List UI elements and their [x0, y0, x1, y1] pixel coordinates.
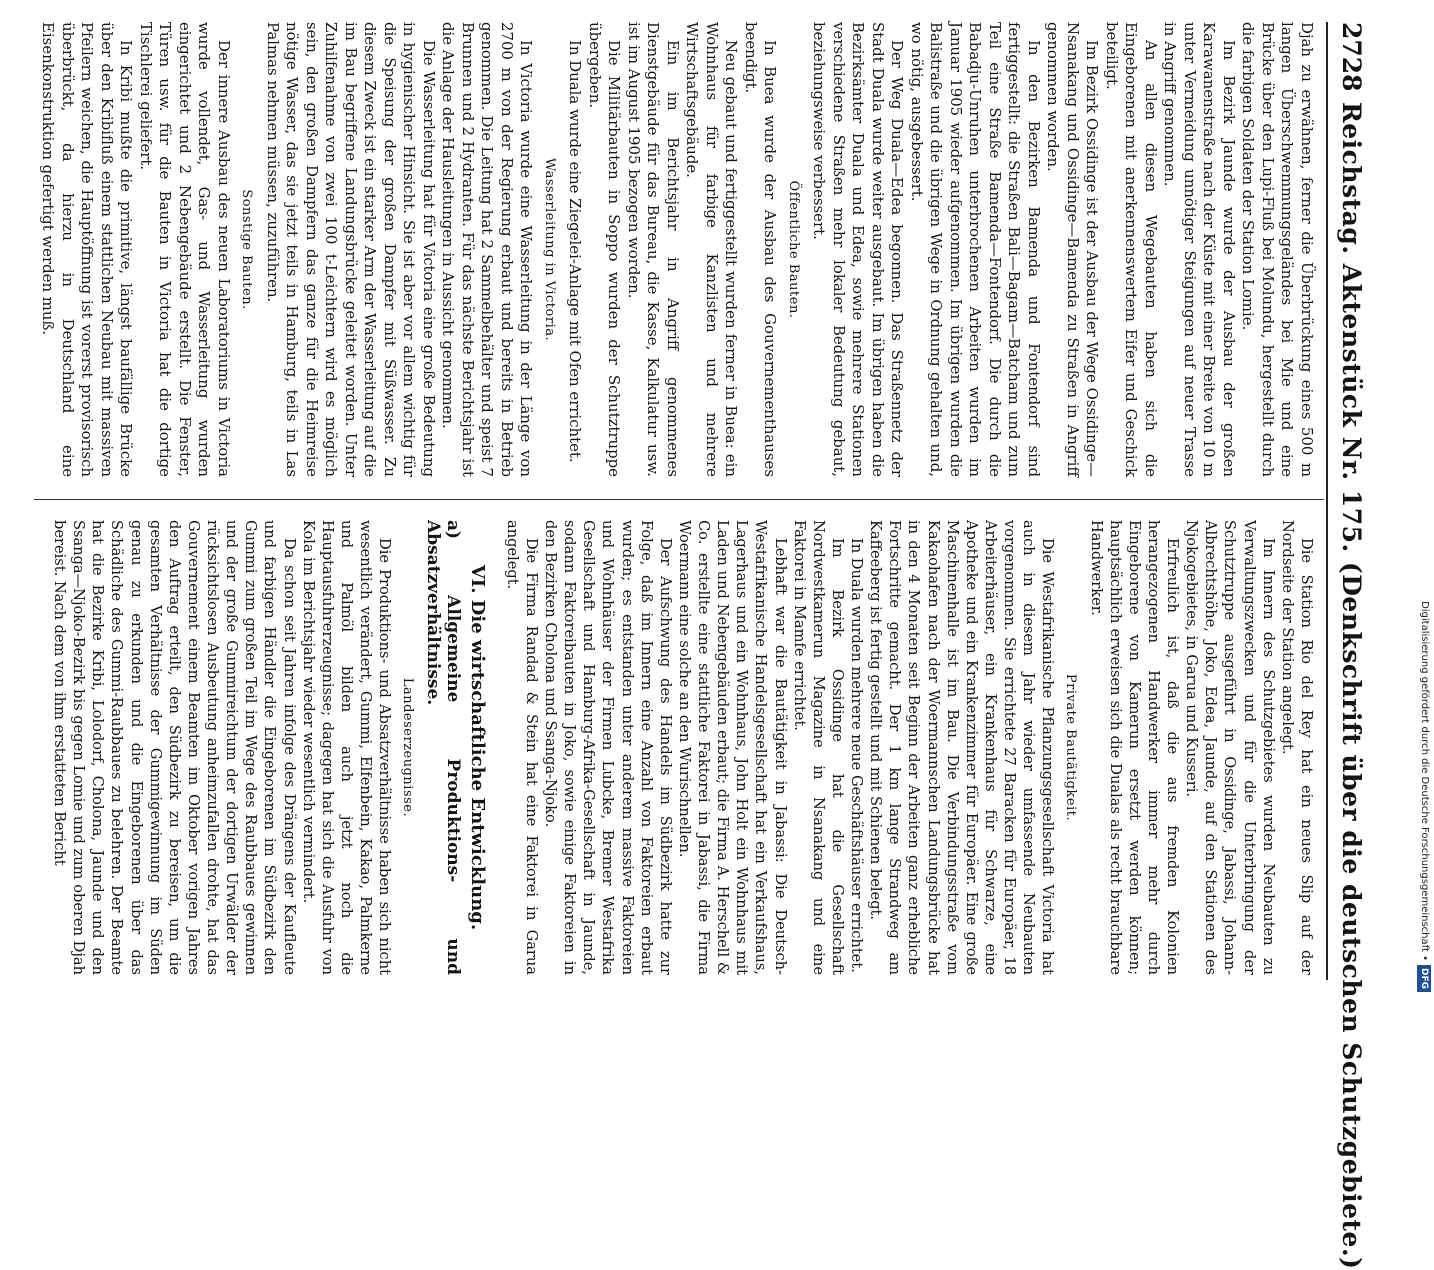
paragraph: Lebhaft war die Bautätigkeit in Jabassi: Die Deutsch-Westafrikanische Handelsgesellschaft hat ein Verkaufshaus, Lagerhaus und ein Wohnhaus, John Holt ein Wohnhaus mit Laden und Nebengebäuden erbaut; die Firma A. Herschell & Co. erstellte eine stattliche Faktorei in Jabassi, die Firma Woermann eine solche an den Wurischnellen.	[676, 520, 789, 975]
paragraph: Die Station Rio del Rey hat ein neues Slip auf der Nordseite der Station angelegt.	[1278, 520, 1315, 975]
column-divider	[34, 499, 1324, 500]
right-column	[50, 520, 1316, 975]
subheading-water-supply: Wasserleitung in Victoria.	[542, 157, 557, 342]
left-column	[38, 22, 1316, 477]
section-heading: a) Allgemeine Produktions- und Absatzverhältnisse.	[423, 520, 463, 975]
subheading-domestic-products: Landeserzeugnisse.	[400, 677, 416, 818]
paragraph: Im Bezirk Ossidinge ist der Ausbau der Wege Ossidinge—Nsanakang und Ossidinge—Bamenda zu Straßen in Angriff genommen worden.	[1044, 22, 1102, 477]
subheading-other-buildings: Sonstige Bauten.	[239, 189, 255, 310]
paragraph: An allen diesen Wegebauten haben sich die Eingeborenen mit anerkennenswertem Eifer und Geschick beteiligt.	[1103, 22, 1160, 477]
paragraph: Im Bezirk Jaunde wurde der Ausbau der großen Karawanenstraße nach der Küste mit einer Breite von 10 m unter Vermeidung unnötiger Steigungen auf neuer Trasse in Angriff genommen.	[1161, 22, 1238, 477]
document-page	[4, 0, 1394, 1270]
dfg-logo: DFG	[1417, 965, 1431, 992]
paragraph: Die Firma Randad & Stein hat eine Faktorei in Garua angelegt.	[503, 520, 540, 975]
paragraph: Die Militärbauten in Soppo wurden der Schutztruppe übergeben.	[586, 22, 624, 477]
page-number: 2728	[1337, 22, 1366, 92]
paragraph: In Buea wurde der Ausbau des Gouvernementhauses beendigt.	[742, 22, 780, 477]
paragraph: Neu gebaut und fertiggestellt wurden ferner in Buea: ein Wohnhaus für farbige Kanzlisten und mehrere Wirtschaftsgebäude.	[683, 22, 741, 477]
subheading-public-buildings: Öffentliche Bauten.	[786, 180, 801, 319]
paragraph: Erfreulich ist, daß die aus fremden Kolonien herangezogenen Handwerker immer mehr durch Eingeborene von Kamerun ersetzt werden können; hauptsächlich erweisen sich die Dualas als recht brauchbare Handwerker.	[1087, 520, 1182, 975]
paragraph: In Victoria wurde eine Wasserleitung in der Länge von 2700 m von der Regierung erbaut und bereits in Betrieb genommen. Die Leitung hat 2 Sammelbehälter und speist 7 Brunnen und 2 Hydranten. Für das nächste Berichtsjahr ist die Anlage der Hausleitungen in Aussicht genommen.	[439, 22, 536, 477]
paragraph: Djah zu erwähnen, ferner die Überbrückung eines 500 m langen Überschwemmungsgeländes bei Mie und eine Brücke über den Lupi-Fluß bei Molundu, hergestellt durch die farbigen Soldaten der Station Lomie.	[1239, 22, 1316, 477]
paragraph: In Kribi mußte die primitive, längst baufällige Brücke über den Kribifluß einem stattlichen Neubau mit massiven Pfeilern weichen, die Hauptöffnung ist vorerst provisorisch überbrückt, da hierzu in Deutschland eine Eisenkonstruktion gefertigt werden muß.	[39, 22, 136, 477]
chapter-heading: VI. Die wirtschaftliche Entwicklung.	[466, 564, 488, 931]
paragraph: Der Aufschwung des Handels im Südbezirk hatte zur Folge, daß im Innern eine Anzahl von Faktoreien erbaut wurden; es entstanden unter anderem massive Faktoreien und Wohnhäuser der Firmen Lubcke, Bremer Westafrika Gesellschaft und Hamburg-Afrika-Gesellschaft in Jaunde, sodann Faktoreibauten in Joko, sowie einige Faktoreien in den Bezirken Cholona und Ssanga-Njoko.	[542, 520, 674, 975]
page-title: Reichstag. Aktenstück Nr. 175. (Denkschrift über die deutschen Schutzgebiete.)	[1337, 102, 1366, 1270]
paragraph: Im Bezirk Ossidinge hat die Gesellschaft Nordwestkamerun Magazine in Nsanakang und eine Faktorei in Mamfe errichtet.	[790, 520, 846, 975]
paragraph: Die Westafrikanische Pflanzungsgesellschaft Victoria hat auch in diesem Jahr wieder umfassende Neubauten vorgenommen. Sie errichtete 27 Baracken für Europäer, 18 Arbeiterhäuser, ein Krankenhaus für Schwarze, eine Apotheke und ein Krankenzimmer für Europäer. Eine große Maschinenhalle ist im Bau. Die Verbindungsstraße vom Kakaohafen nach der Woermannschen Landungsbrücke hat in den 4 Monaten seit Beginn der Arbeiten ganz erhebliche Fortschritte gemacht. Der 1 km lange Strandweg am Kaffeeberg ist fertig gestellt und mit Schienen belegt.	[867, 520, 1057, 975]
paragraph: In Duala wurden mehrere neue Geschäftshäuser errichtet.	[848, 538, 866, 973]
digitization-note	[1415, 12, 1433, 992]
paragraph: Ein im Berichtsjahr in Angriff genommenes Dienstgebäude für das Bureau, die Kasse, Kalkulatur usw. ist im August 1905 bezogen worden.	[625, 22, 682, 477]
paragraph: Die Wasserleitung hat für Victoria eine große Bedeutung in hygienischer Hinsicht. Sie ist aber vor allem wichtig für die Speisung der großen Dampfer mit Süßwasser. Zu diesem Zweck ist ein starker Arm der Wasserleitung auf die im Bau begriffene Landungsbrücke geleitet worden. Unter Zuhilfenahme von zwei 100 t-Leichtern wird es möglich sein, den großen Dampfern das ganze für die Heimreise nötige Wasser, das sie jetzt teils in Hamburg, teils in Las Palmas nehmen müssen, zuzuführen.	[264, 22, 438, 477]
header-rule	[1326, 22, 1328, 980]
paragraph: Da schon seit Jahren infolge des Drängens der Kaufleute und farbigen Händler die Eingeborenen im Südbezirk den Gummi zum großen Teil im Wege des Raubbaues gewinnen und der große Gummireichtum der dortigen Urwälder der rücksichtslosen Ausbeutung anheimzufallen drohte, hat das Gouvernement einem Beamten im Oktober vorigen Jahres den Auftrag erteilt, den Südbezirk zu bereisen, um die gesamten Verhältnisse der Gummigewinnung im Süden genau zu erkunden und die Eingeborenen über das Schädliche des Gummi-Raubbaues zu belehren. Der Beamte hat die Bezirke Kribi, Lolodorf, Cholona, Jaunde und den Ssanga—Njoko-Bezirk bis gegen Lomie und zum oberen Djah bereist. Nach dem von ihm erstatteten Bericht	[51, 520, 298, 975]
digitization-note-text: Digitalisierung gefördert durch die Deutsche Forschungsgemeinschaft •	[1419, 601, 1430, 961]
paragraph: Der innere Ausbau des neuen Laboratoriums in Victoria wurde vollendet, Gas- und Wasserleitung wurden eingerichtet und 2 Nebengebäude erstellt. Die Fenster, Türen usw. für die Bauten in Victoria hat die dortige Tischlerei geliefert.	[137, 22, 233, 477]
paragraph: Die Produktions- und Absatzverhältnisse haben sich nicht wesentlich verändert, Gummi, Elfenbein, Kakao, Palmkerne und Palmöl bilden auch jetzt noch die Hauptausfuhrerzeugnisse; dagegen hat sich die Ausfuhr von Kola im Berichtsjahr wieder wesentlich vermindert.	[299, 520, 394, 975]
subheading-private-construction: Private Bautätigkeit.	[1063, 673, 1079, 822]
paragraph: Im Innern des Schutzgebietes wurden Neubauten zu Verwaltungszwecken und für die Unterbringung der Schutztruppe ausgeführt in Ossidinge, Jabassi, Johann-Albrechtshöhe, Joko, Edea, Jaunde, auf den Stationen des Njokogebietes, in Garua und Kusseri.	[1183, 520, 1277, 975]
page-header	[1326, 22, 1374, 1270]
paragraph: In Duala wurde eine Ziegelei-Anlage mit Ofen errichtet.	[566, 40, 585, 463]
paragraph: Der Weg Duala—Edea begonnen. Das Straßennetz der Stadt Duala wurde weiter ausgebaut. Im übrigen haben die Bezirksämter Duala und Edea, sowie mehrere Stationen verschiedene Straßen mehr lokaler Bedeutung gebaut, beziehungsweise verbessert.	[810, 22, 907, 477]
paragraph: In den Bezirken Bamenda und Fontendorf sind fertiggestellt: die Straßen Bali—Bagam—Batcham und zum Teil eine Straße Bamenda—Fontendorf. Die durch die Babadju-Unruhen unterbrochenen Arbeiten wurden im Januar 1905 wieder aufgenommen. Im übrigen wurden die Balistraße und die übrigen Wege in Ordnung gehalten und, wo nötig, ausgebessert.	[908, 22, 1043, 477]
